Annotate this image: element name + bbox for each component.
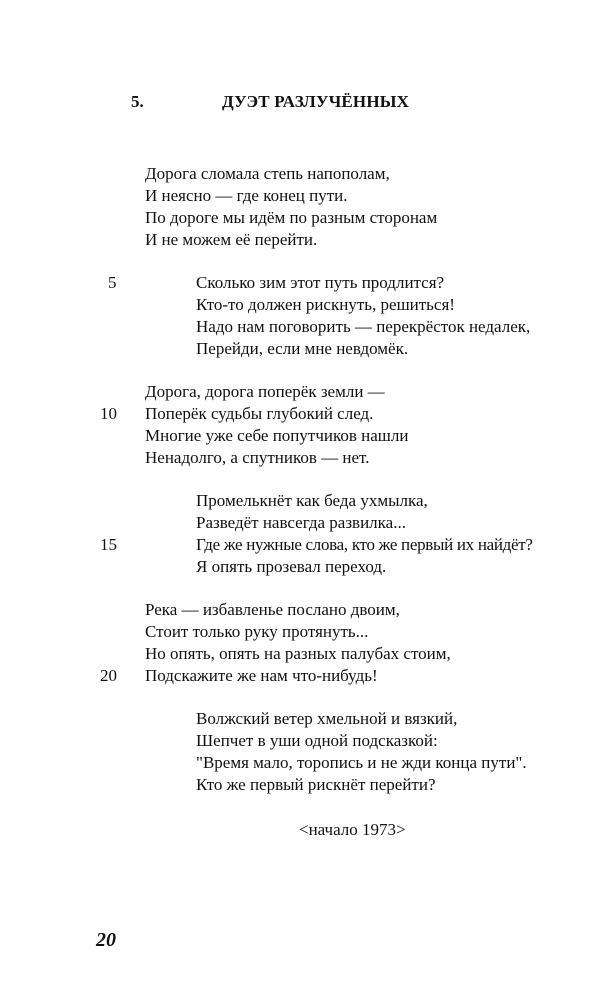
line-number: 15	[100, 535, 117, 554]
verse-line: Я опять прозевал переход.	[196, 557, 387, 576]
section-number: 5.	[131, 92, 144, 111]
line-number: 5	[108, 273, 117, 292]
page-number: 20	[96, 929, 116, 951]
verse-line: Подскажите же нам что-нибудь!	[145, 666, 378, 685]
verse-line: Но опять, опять на разных палубах стоим,	[145, 644, 451, 663]
verse-line: Поперёк судьбы глубокий след.	[145, 404, 374, 423]
verse-line: Дорога сломала степь напополам,	[145, 164, 390, 183]
verse-line: По дороге мы идём по разным сторонам	[145, 208, 438, 227]
verse-line: Река — избавленье послано двоим,	[145, 600, 400, 619]
verse-line: И не можем её перейти.	[145, 230, 318, 249]
verse-line: Промелькнёт как беда ухмылка,	[196, 491, 428, 510]
verse-line: Ненадолго, а спутников — нет.	[145, 448, 370, 467]
verse-line: Шепчет в уши одной подсказкой:	[196, 731, 438, 750]
poem-date: <начало 1973>	[299, 820, 406, 839]
verse-line: Разведёт навсегда развилка...	[196, 513, 406, 532]
verse-line: Надо нам поговорить — перекрёсток недалек,	[196, 317, 531, 336]
poem-title: ДУЭТ РАЗЛУЧЁННЫХ	[222, 92, 410, 111]
verse-line: Волжский ветер хмельной и вязкий,	[196, 709, 458, 728]
verse-line: Кто-то должен рискнуть, решиться!	[196, 295, 455, 314]
verse-line: Дорога, дорога поперёк земли —	[145, 382, 385, 401]
verse-line: "Время мало, торопись и не жди конца пути".	[196, 753, 527, 772]
verse-line: Перейди, если мне невдомёк.	[196, 339, 409, 358]
verse-line: Кто же первый рискнёт перейти?	[196, 775, 436, 794]
verse-line: И неясно — где конец пути.	[145, 186, 348, 205]
verse-line: Многие уже себе попутчиков нашли	[145, 426, 409, 445]
verse-line: Где же нужные слова, кто же первый их найдёт?	[196, 535, 533, 554]
line-number: 20	[100, 666, 117, 685]
verse-line: Сколько зим этот путь продлится?	[196, 273, 445, 292]
line-number: 10	[100, 404, 117, 423]
verse-line: Стоит только руку протянуть...	[145, 622, 369, 641]
